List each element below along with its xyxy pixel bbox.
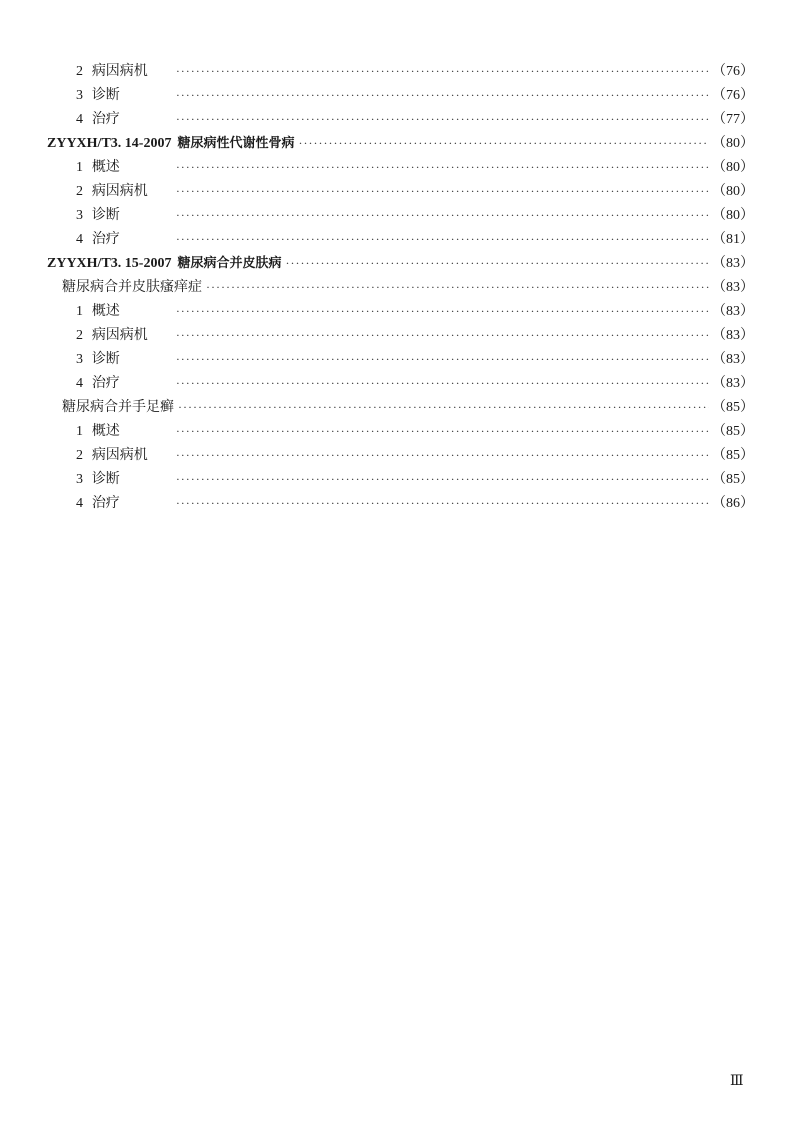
toc-entry-title: 糖尿病合并皮肤病 [177, 256, 282, 271]
toc-entry-page: （76） [712, 88, 754, 103]
toc-leader-dots [176, 155, 709, 179]
toc-entry-page: （83） [712, 328, 754, 343]
toc-entry-number: 3 [76, 472, 83, 487]
toc-standard-entry[interactable] [47, 251, 754, 275]
toc-entry-number: 4 [76, 112, 83, 127]
toc-entry[interactable] [47, 323, 754, 347]
toc-entry-page: （80） [712, 136, 754, 151]
toc-subsection-entry[interactable] [47, 275, 754, 299]
toc-entry[interactable] [47, 83, 754, 107]
toc-entry-title: 诊断 [91, 471, 120, 487]
toc-standard-entry[interactable] [47, 131, 754, 155]
toc-entry-title: 概述 [91, 423, 120, 439]
toc-entry-page: （85） [712, 448, 754, 463]
toc-entry-page: （86） [712, 496, 754, 511]
toc-entry-title: 概述 [91, 303, 120, 319]
toc-standard-code: ZYYXH/T3. 15-2007 [47, 256, 172, 271]
toc-entry[interactable] [47, 179, 754, 203]
toc-entry-number: 2 [76, 448, 83, 463]
toc-entry-title: 糖尿病合并皮肤瘙痒症 [62, 279, 202, 295]
toc-leader-dots [285, 251, 709, 275]
toc-entry-page: （85） [712, 472, 754, 487]
toc-entry[interactable] [47, 107, 754, 131]
toc-entry-number: 1 [76, 304, 83, 319]
toc-leader-dots [298, 131, 709, 155]
toc-entry[interactable] [47, 419, 754, 443]
toc-leader-dots [176, 59, 709, 83]
toc-leader-dots [178, 395, 709, 419]
table-of-contents [47, 59, 754, 515]
toc-leader-dots [176, 203, 709, 227]
toc-entry-title: 病因病机 [91, 63, 148, 79]
toc-entry-page: （80） [712, 184, 754, 199]
toc-entry-title: 病因病机 [91, 327, 148, 343]
toc-entry-title: 治疗 [91, 375, 120, 391]
toc-entry-number: 3 [76, 352, 83, 367]
toc-entry[interactable] [47, 203, 754, 227]
toc-entry-number: 3 [76, 208, 83, 223]
toc-entry[interactable] [47, 59, 754, 83]
toc-leader-dots [176, 323, 709, 347]
toc-entry-number: 1 [76, 424, 83, 439]
toc-entry-number: 2 [76, 64, 83, 79]
toc-entry[interactable] [47, 227, 754, 251]
toc-entry[interactable] [47, 467, 754, 491]
toc-entry-number: 4 [76, 232, 83, 247]
toc-entry-title: 糖尿病合并手足癣 [62, 399, 174, 415]
toc-entry-page: （80） [712, 208, 754, 223]
toc-entry-number: 2 [76, 184, 83, 199]
toc-leader-dots [176, 347, 709, 371]
toc-entry-title: 概述 [91, 159, 120, 175]
toc-entry-title: 诊断 [91, 87, 120, 103]
toc-entry-page: （83） [712, 352, 754, 367]
toc-entry-page: （76） [712, 64, 754, 79]
toc-entry[interactable] [47, 443, 754, 467]
toc-leader-dots [206, 275, 709, 299]
toc-entry-page: （81） [712, 232, 754, 247]
toc-entry-page: （83） [712, 280, 754, 295]
toc-entry-number: 4 [76, 496, 83, 511]
toc-standard-code: ZYYXH/T3. 14-2007 [47, 136, 172, 151]
toc-entry-title: 治疗 [91, 111, 120, 127]
toc-entry[interactable] [47, 491, 754, 515]
toc-entry-number: 3 [76, 88, 83, 103]
toc-leader-dots [176, 467, 709, 491]
toc-entry-title: 病因病机 [91, 447, 148, 463]
toc-entry-page: （83） [712, 304, 754, 319]
toc-entry-page: （83） [712, 376, 754, 391]
toc-subsection-entry[interactable] [47, 395, 754, 419]
toc-entry[interactable] [47, 299, 754, 323]
toc-entry-title: 诊断 [91, 207, 120, 223]
toc-entry-page: （85） [712, 424, 754, 439]
toc-entry-page: （77） [712, 112, 754, 127]
toc-entry-number: 1 [76, 160, 83, 175]
toc-leader-dots [176, 227, 709, 251]
toc-entry[interactable] [47, 155, 754, 179]
toc-entry-title: 糖尿病性代谢性骨病 [177, 136, 295, 151]
toc-entry-number: 4 [76, 376, 83, 391]
toc-leader-dots [176, 443, 709, 467]
toc-entry-page: （85） [712, 400, 754, 415]
toc-leader-dots [176, 83, 709, 107]
toc-leader-dots [176, 491, 709, 515]
toc-entry-number: 2 [76, 328, 83, 343]
toc-entry-page: （83） [712, 256, 754, 271]
toc-entry[interactable] [47, 371, 754, 395]
toc-leader-dots [176, 107, 709, 131]
toc-leader-dots [176, 371, 709, 395]
toc-entry-page: （80） [712, 160, 754, 175]
page-number: Ⅲ [730, 1074, 744, 1089]
toc-entry-title: 治疗 [91, 495, 120, 511]
toc-entry-title: 诊断 [91, 351, 120, 367]
toc-entry-title: 病因病机 [91, 183, 148, 199]
toc-entry[interactable] [47, 347, 754, 371]
toc-leader-dots [176, 419, 709, 443]
toc-leader-dots [176, 179, 709, 203]
toc-leader-dots [176, 299, 709, 323]
toc-entry-title: 治疗 [91, 231, 120, 247]
